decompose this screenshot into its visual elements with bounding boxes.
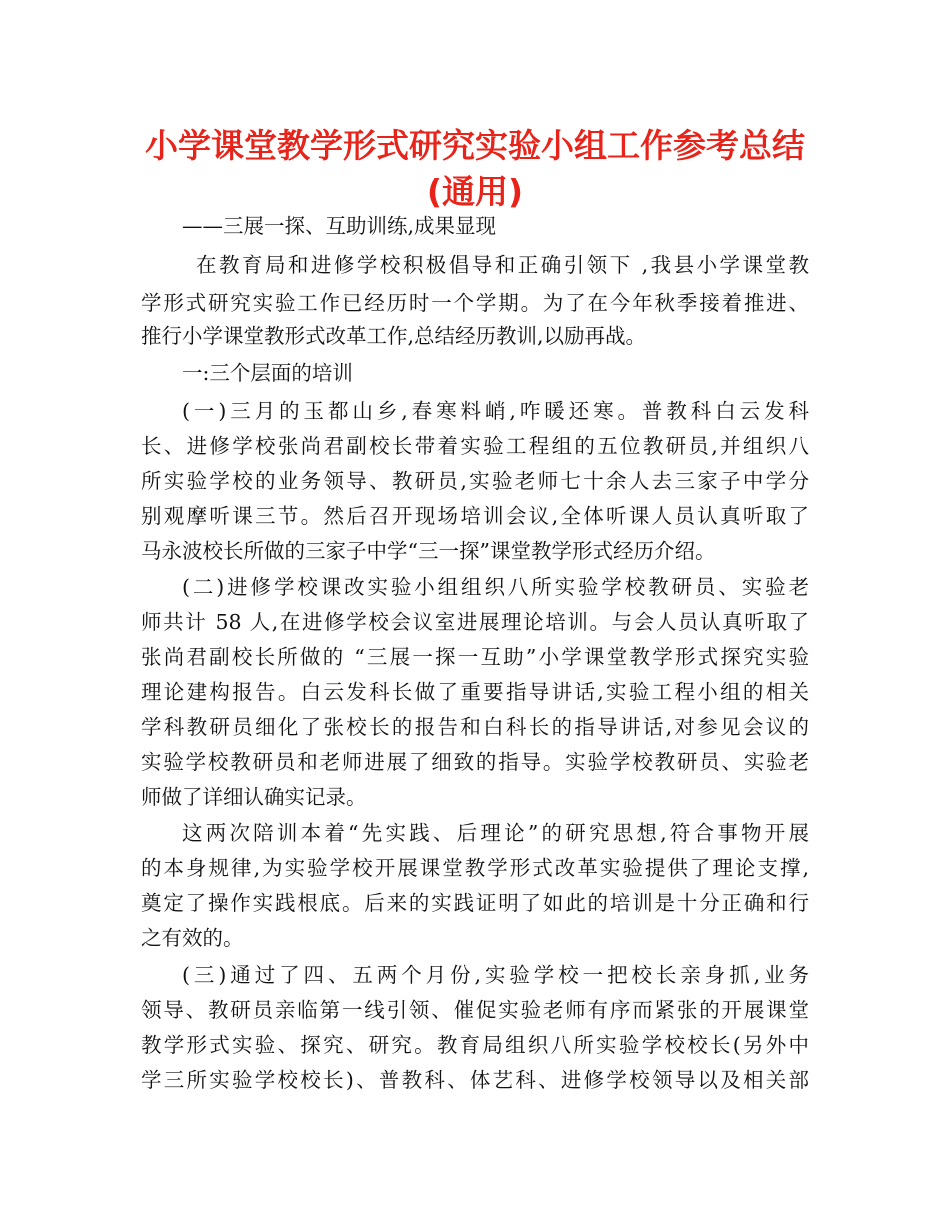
- paragraph-4-line-6: 实验学校教研员和老师进展了细致的指导。实验学校教研员、实验老: [141, 750, 809, 774]
- paragraph-3-line-4: 别观摩听课三节。然后召开现场培训会议,全体听课人员认真听取了: [141, 504, 809, 528]
- paragraph-4-line-1: (二)进修学校课改实验小组组织八所实验学校教研员、实验老: [182, 575, 809, 599]
- paragraph-4-line-5: 学科教研员细化了张校长的报告和白科长的指导讲话,对参见会议的: [141, 715, 809, 739]
- paragraph-5-line-4: 之有效的。: [141, 926, 244, 950]
- paragraph-3-line-5: 马永波校长所做的三家子中学“三一探”课堂教学形式经历介绍。: [141, 539, 716, 563]
- document-title-line-2: (通用): [426, 172, 524, 211]
- paragraph-1-line-3: 推行小学课堂教形式改革工作,总结经历教训,以励再战。: [141, 324, 647, 348]
- paragraph-5-line-1: 这两次陪训本着“先实践、后理论”的研究思想,符合事物开展: [182, 821, 809, 845]
- paragraph-1-line-2: 学形式研究实验工作已经历时一个学期。为了在今年秋季接着推进、: [141, 291, 809, 315]
- paragraph-1-line-1: 在教育局和进修学校积极倡导和正确引领下 ,我县小学课堂教: [196, 253, 809, 277]
- paragraph-6-line-3: 教学形式实验、探究、研究。教育局组织八所实验学校校长(另外中: [141, 1033, 809, 1057]
- paragraph-4-line-7: 师做了详细认确实记录。: [141, 785, 367, 809]
- paragraph-6-line-2: 领导、教研员亲临第一线引领、催促实验老师有序而紧张的开展课堂: [141, 998, 809, 1022]
- paragraph-6-line-1: (三)通过了四、五两个月份,实验学校一把校长亲身抓,业务: [182, 963, 809, 987]
- paragraph-3-line-1: (一)三月的玉都山乡,春寒料峭,咋暖还寒。普教科白云发科: [182, 399, 809, 423]
- paragraph-3-line-3: 所实验学校的业务领导、教研员,实验老师七十余人去三家子中学分: [141, 469, 809, 493]
- paragraph-4-line-2: 师共计 58 人,在进修学校会议室进展理论培训。与会人员认真听取了: [141, 610, 809, 634]
- paragraph-5-line-2: 的本身规律,为实验学校开展课堂教学形式改革实验提供了理论支撑,: [141, 856, 809, 880]
- paragraph-5-line-3: 奠定了操作实践根底。后来的实践证明了如此的培训是十分正确和行: [141, 891, 809, 915]
- document-title-line-1: 小学课堂教学形式研究实验小组工作参考总结: [145, 126, 805, 165]
- section-heading: 一:三个层面的培训: [182, 361, 353, 385]
- document-subtitle: ——三展一探、互助训练,成果显现: [182, 214, 497, 238]
- paragraph-3-line-2: 长、进修学校张尚君副校长带着实验工程组的五位教研员,并组织八: [141, 434, 809, 458]
- paragraph-4-line-3: 张尚君副校长所做的 “三展一探一互助”小学课堂教学形式探究实验: [141, 645, 809, 669]
- paragraph-6-line-4: 学三所实验学校校长)、普教科、体艺科、进修学校领导以及相关部: [141, 1068, 809, 1092]
- paragraph-4-line-4: 理论建构报告。白云发科长做了重要指导讲话,实验工程小组的相关: [141, 680, 809, 704]
